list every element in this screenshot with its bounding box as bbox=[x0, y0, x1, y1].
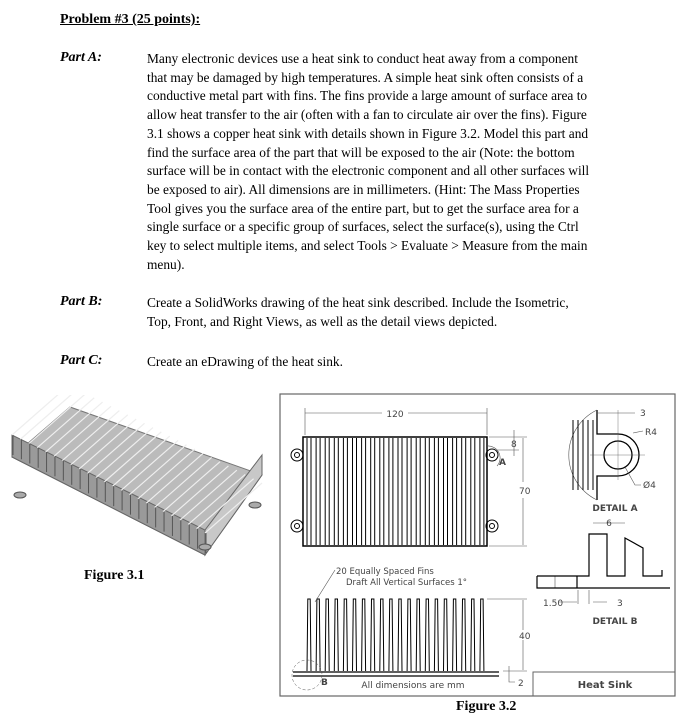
paragraph-line: be exposed to air). All dimensions are in millimeters. (Hint: The Mass Properties bbox=[147, 181, 580, 197]
dim-height: 40 bbox=[519, 632, 531, 642]
dim-radius: R4 bbox=[645, 428, 657, 438]
detail-a-marker: A bbox=[499, 458, 506, 468]
part-b-text bbox=[147, 294, 627, 331]
fins-note: 20 Equally Spaced Fins bbox=[336, 567, 434, 577]
detail-b-marker: B bbox=[321, 678, 328, 688]
paragraph-line: Create an eDrawing of the heat sink. bbox=[147, 354, 343, 369]
part-c-text bbox=[147, 353, 627, 372]
paragraph-line: Many electronic devices use a heat sink to conduct heat away from a component bbox=[147, 51, 578, 66]
paragraph-line: allow heat transfer to the air (often with a fan to circulate air over the fins). Figure bbox=[147, 107, 587, 123]
problem-heading: Problem #3 (25 points): bbox=[60, 12, 201, 27]
dim-ear: 8 bbox=[511, 440, 517, 450]
dim-depth: 70 bbox=[519, 487, 531, 497]
paragraph-line: Top, Front, and Right Views, as well as the detail views depicted. bbox=[147, 313, 498, 329]
heat-sink-drawing bbox=[275, 390, 685, 710]
paragraph-line: find the surface area of the part that will be exposed to the air (Note: the bottom bbox=[147, 144, 575, 160]
paragraph-line: Tool gives you the surface area of the entire part, but to get the surface area for a bbox=[147, 200, 579, 216]
dim-b-gap: 6 bbox=[606, 519, 612, 529]
part-a-text bbox=[147, 50, 627, 274]
detail-b-label: DETAIL B bbox=[592, 617, 638, 627]
detail-a-label: DETAIL A bbox=[592, 504, 638, 514]
dim-b-edge: 1.50 bbox=[543, 599, 564, 609]
paragraph-line: key to select multiple items, and select Tools > Evaluate > Measure from the main bbox=[147, 238, 588, 254]
heat-sink-isometric-image bbox=[0, 395, 270, 565]
paragraph-line: that may be damaged by high temperatures. A simple heat sink often consists of a bbox=[147, 69, 584, 85]
dim-b-fin: 3 bbox=[617, 599, 623, 609]
dim-base: 2 bbox=[518, 679, 524, 689]
part-b-label: Part B: bbox=[60, 294, 103, 309]
figure-3-2-caption: Figure 3.2 bbox=[456, 699, 517, 714]
paragraph-line: Create a SolidWorks drawing of the heat sink described. Include the Isometric, bbox=[147, 295, 569, 310]
dim-a-offset: 3 bbox=[640, 409, 646, 419]
draft-note: Draft All Vertical Surfaces 1° bbox=[346, 578, 468, 588]
part-a-label: Part A: bbox=[60, 50, 102, 65]
dim-width: 120 bbox=[386, 410, 404, 420]
paragraph-line: 3.1 shows a copper heat sink with details shown in Figure 3.2. Model this part and bbox=[147, 125, 589, 141]
figure-3-1-caption: Figure 3.1 bbox=[84, 568, 145, 583]
paragraph-line: single surface or a specific group of surfaces, select the surface(s), using the Ctrl bbox=[147, 219, 579, 235]
paragraph-line: menu). bbox=[147, 256, 185, 272]
top-view bbox=[291, 437, 500, 546]
units-note: All dimensions are mm bbox=[361, 681, 465, 691]
paragraph-line: conductive metal part with fins. The fins provide a large amount of surface area to bbox=[147, 88, 588, 104]
dim-hole: Ø4 bbox=[643, 481, 656, 491]
part-c-label: Part C: bbox=[60, 353, 103, 368]
drawing-title: Heat Sink bbox=[577, 680, 633, 691]
paragraph-line: surface will be in contact with the electronic component and all other surfaces will bbox=[147, 163, 590, 179]
